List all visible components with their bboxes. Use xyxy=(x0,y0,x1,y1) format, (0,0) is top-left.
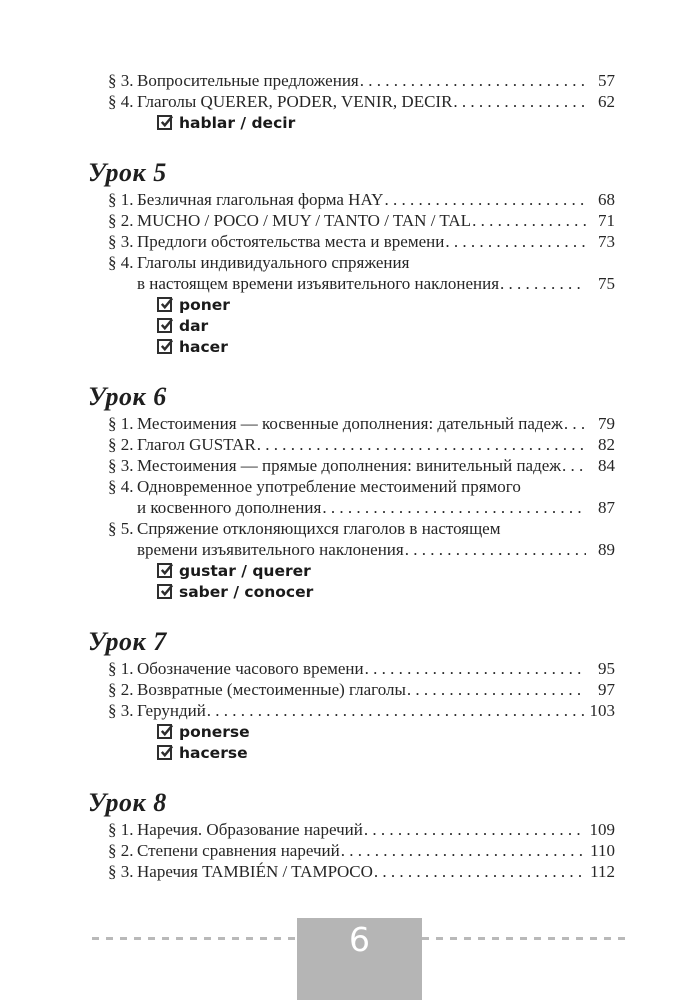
toc-section xyxy=(88,70,615,133)
toc-entry xyxy=(108,819,615,840)
entry-number: § 4. xyxy=(108,477,134,496)
dot-leader xyxy=(472,210,586,231)
toc-entry-wrap-line xyxy=(108,273,615,294)
toc-section xyxy=(88,628,615,763)
toc-section xyxy=(88,383,615,602)
toc-entry xyxy=(108,455,615,476)
toc-entry xyxy=(108,189,615,210)
entry-title: Глаголы QUERER, PODER, VENIR, DECIR xyxy=(137,92,453,111)
entry-title: Степени сравнения наречий xyxy=(137,841,340,860)
dot-leader xyxy=(257,434,586,455)
entry-number: § 3. xyxy=(108,456,134,475)
entry-number: § 1. xyxy=(108,190,134,209)
toc-entry xyxy=(108,700,615,721)
entry-page-number: 57 xyxy=(598,71,615,90)
toc-entry xyxy=(108,231,615,252)
checkbox-item xyxy=(157,581,615,602)
dot-leader xyxy=(365,658,586,679)
dot-leader xyxy=(562,455,586,476)
entry-number: § 3. xyxy=(108,71,134,90)
entry-number: § 1. xyxy=(108,659,134,678)
toc-entry xyxy=(108,679,615,700)
page-number-tab xyxy=(297,918,422,1000)
entry-number: § 4. xyxy=(108,253,134,272)
lesson-heading: Урок 5 xyxy=(88,158,167,187)
entry-page-number: 79 xyxy=(598,414,615,433)
dot-leader xyxy=(405,539,586,560)
entry-title-continued: и косвенного дополнения xyxy=(137,498,322,517)
entry-number: § 2. xyxy=(108,435,134,454)
checkbox-label: hacer xyxy=(179,337,228,356)
checkbox-label: dar xyxy=(179,316,209,335)
entry-page-number: 97 xyxy=(598,680,615,699)
entry-page-number: 82 xyxy=(598,435,615,454)
entry-number: § 3. xyxy=(108,701,134,720)
toc-entry xyxy=(108,840,615,861)
toc-entry xyxy=(108,91,615,112)
toc-entry xyxy=(108,476,615,497)
toc-entry xyxy=(108,658,615,679)
checkbox-label: ponerse xyxy=(179,722,250,741)
checkbox-item xyxy=(157,721,615,742)
toc-entry xyxy=(108,518,615,539)
entry-title: Наречия. Образование наречий xyxy=(137,820,363,839)
entry-number: § 3. xyxy=(108,862,134,881)
entry-number: § 2. xyxy=(108,680,134,699)
entry-page-number: 75 xyxy=(598,274,615,293)
checkbox-item xyxy=(157,315,615,336)
entry-title-continued: в настоящем времени изъявительного наклонения xyxy=(137,274,500,293)
dot-leader xyxy=(364,819,586,840)
checkbox-item xyxy=(157,112,615,133)
entry-title: Герундий xyxy=(137,701,206,720)
entry-page-number: 73 xyxy=(598,232,615,251)
entry-number: § 1. xyxy=(108,820,134,839)
toc-section xyxy=(88,789,615,882)
entry-title: Одновременное употребление местоимений прямого xyxy=(137,477,521,496)
checkbox-item xyxy=(157,294,615,315)
lesson-heading: Урок 7 xyxy=(88,627,167,656)
toc-entry-wrap-line xyxy=(108,539,615,560)
dot-leader xyxy=(384,189,586,210)
dot-leader xyxy=(360,70,586,91)
entry-title: Местоимения — косвенные дополнения: дательный падеж xyxy=(137,414,563,433)
checkbox-checked-icon xyxy=(157,318,172,333)
entry-page-number: 87 xyxy=(598,498,615,517)
entry-title: Местоимения — прямые дополнения: винительный падеж xyxy=(137,456,562,475)
entry-page-number: 112 xyxy=(590,862,615,881)
checkbox-checked-icon xyxy=(157,339,172,354)
table-of-contents xyxy=(88,70,615,882)
checkbox-label: poner xyxy=(179,295,230,314)
toc-section xyxy=(88,159,615,357)
lesson-heading: Урок 8 xyxy=(88,788,167,817)
checkbox-item xyxy=(157,560,615,581)
footer-dashed-rule-left xyxy=(92,937,297,940)
entry-page-number: 89 xyxy=(598,540,615,559)
dot-leader xyxy=(564,413,586,434)
entry-title: Глаголы индивидуального спряжения xyxy=(137,253,410,272)
dot-leader xyxy=(453,91,586,112)
toc-entry xyxy=(108,434,615,455)
entry-page-number: 110 xyxy=(590,841,615,860)
entry-title: Безличная глагольная форма HAY xyxy=(137,190,384,209)
entry-page-number: 84 xyxy=(598,456,615,475)
lesson-heading: Урок 6 xyxy=(88,382,167,411)
checkbox-checked-icon xyxy=(157,297,172,312)
entry-number: § 1. xyxy=(108,414,134,433)
entry-page-number: 68 xyxy=(598,190,615,209)
checkbox-checked-icon xyxy=(157,745,172,760)
entry-title: Обозначение часового времени xyxy=(137,659,364,678)
entry-title-continued: времени изъявительного наклонения xyxy=(137,540,404,559)
entry-page-number: 95 xyxy=(598,659,615,678)
dot-leader xyxy=(407,679,586,700)
dot-leader xyxy=(445,231,586,252)
checkbox-item xyxy=(157,336,615,357)
entry-page-number: 103 xyxy=(589,701,615,720)
checkbox-label: gustar / querer xyxy=(179,561,311,580)
checkbox-checked-icon xyxy=(157,115,172,130)
entry-number: § 2. xyxy=(108,211,134,230)
toc-entry xyxy=(108,861,615,882)
entry-title: MUCHO / POCO / MUY / TANTO / TAN / TAL xyxy=(137,211,472,230)
dot-leader xyxy=(207,700,586,721)
checkbox-checked-icon xyxy=(157,563,172,578)
entry-title: Возвратные (местоименные) глаголы xyxy=(137,680,406,699)
toc-entry xyxy=(108,252,615,273)
footer-dashed-rule-right xyxy=(422,937,627,940)
entry-number: § 3. xyxy=(108,232,134,251)
entry-number: § 4. xyxy=(108,92,134,111)
checkbox-label: hacerse xyxy=(179,743,248,762)
entry-number: § 5. xyxy=(108,519,134,538)
entry-title: Вопросительные предложения xyxy=(137,71,359,90)
entry-title: Наречия TAMBIÉN / TAMPOCO xyxy=(137,862,373,881)
checkbox-checked-icon xyxy=(157,724,172,739)
dot-leader xyxy=(341,840,586,861)
entry-page-number: 62 xyxy=(598,92,615,111)
entry-page-number: 71 xyxy=(598,211,615,230)
checkbox-checked-icon xyxy=(157,584,172,599)
entry-title: Глагол GUSTAR xyxy=(137,435,256,454)
entry-title: Предлоги обстоятельства места и времени xyxy=(137,232,445,251)
dot-leader xyxy=(322,497,586,518)
entry-title: Спряжение отклоняющихся глаголов в настоящем xyxy=(137,519,501,538)
toc-entry-wrap-line xyxy=(108,497,615,518)
entry-page-number: 109 xyxy=(589,820,615,839)
entry-number: § 2. xyxy=(108,841,134,860)
dot-leader xyxy=(374,861,586,882)
checkbox-label: saber / conocer xyxy=(179,582,314,601)
toc-entry xyxy=(108,70,615,91)
toc-entry xyxy=(108,210,615,231)
toc-entry xyxy=(108,413,615,434)
page-number: 6 xyxy=(349,920,370,959)
dot-leader xyxy=(500,273,586,294)
checkbox-item xyxy=(157,742,615,763)
checkbox-label: hablar / decir xyxy=(179,113,296,132)
